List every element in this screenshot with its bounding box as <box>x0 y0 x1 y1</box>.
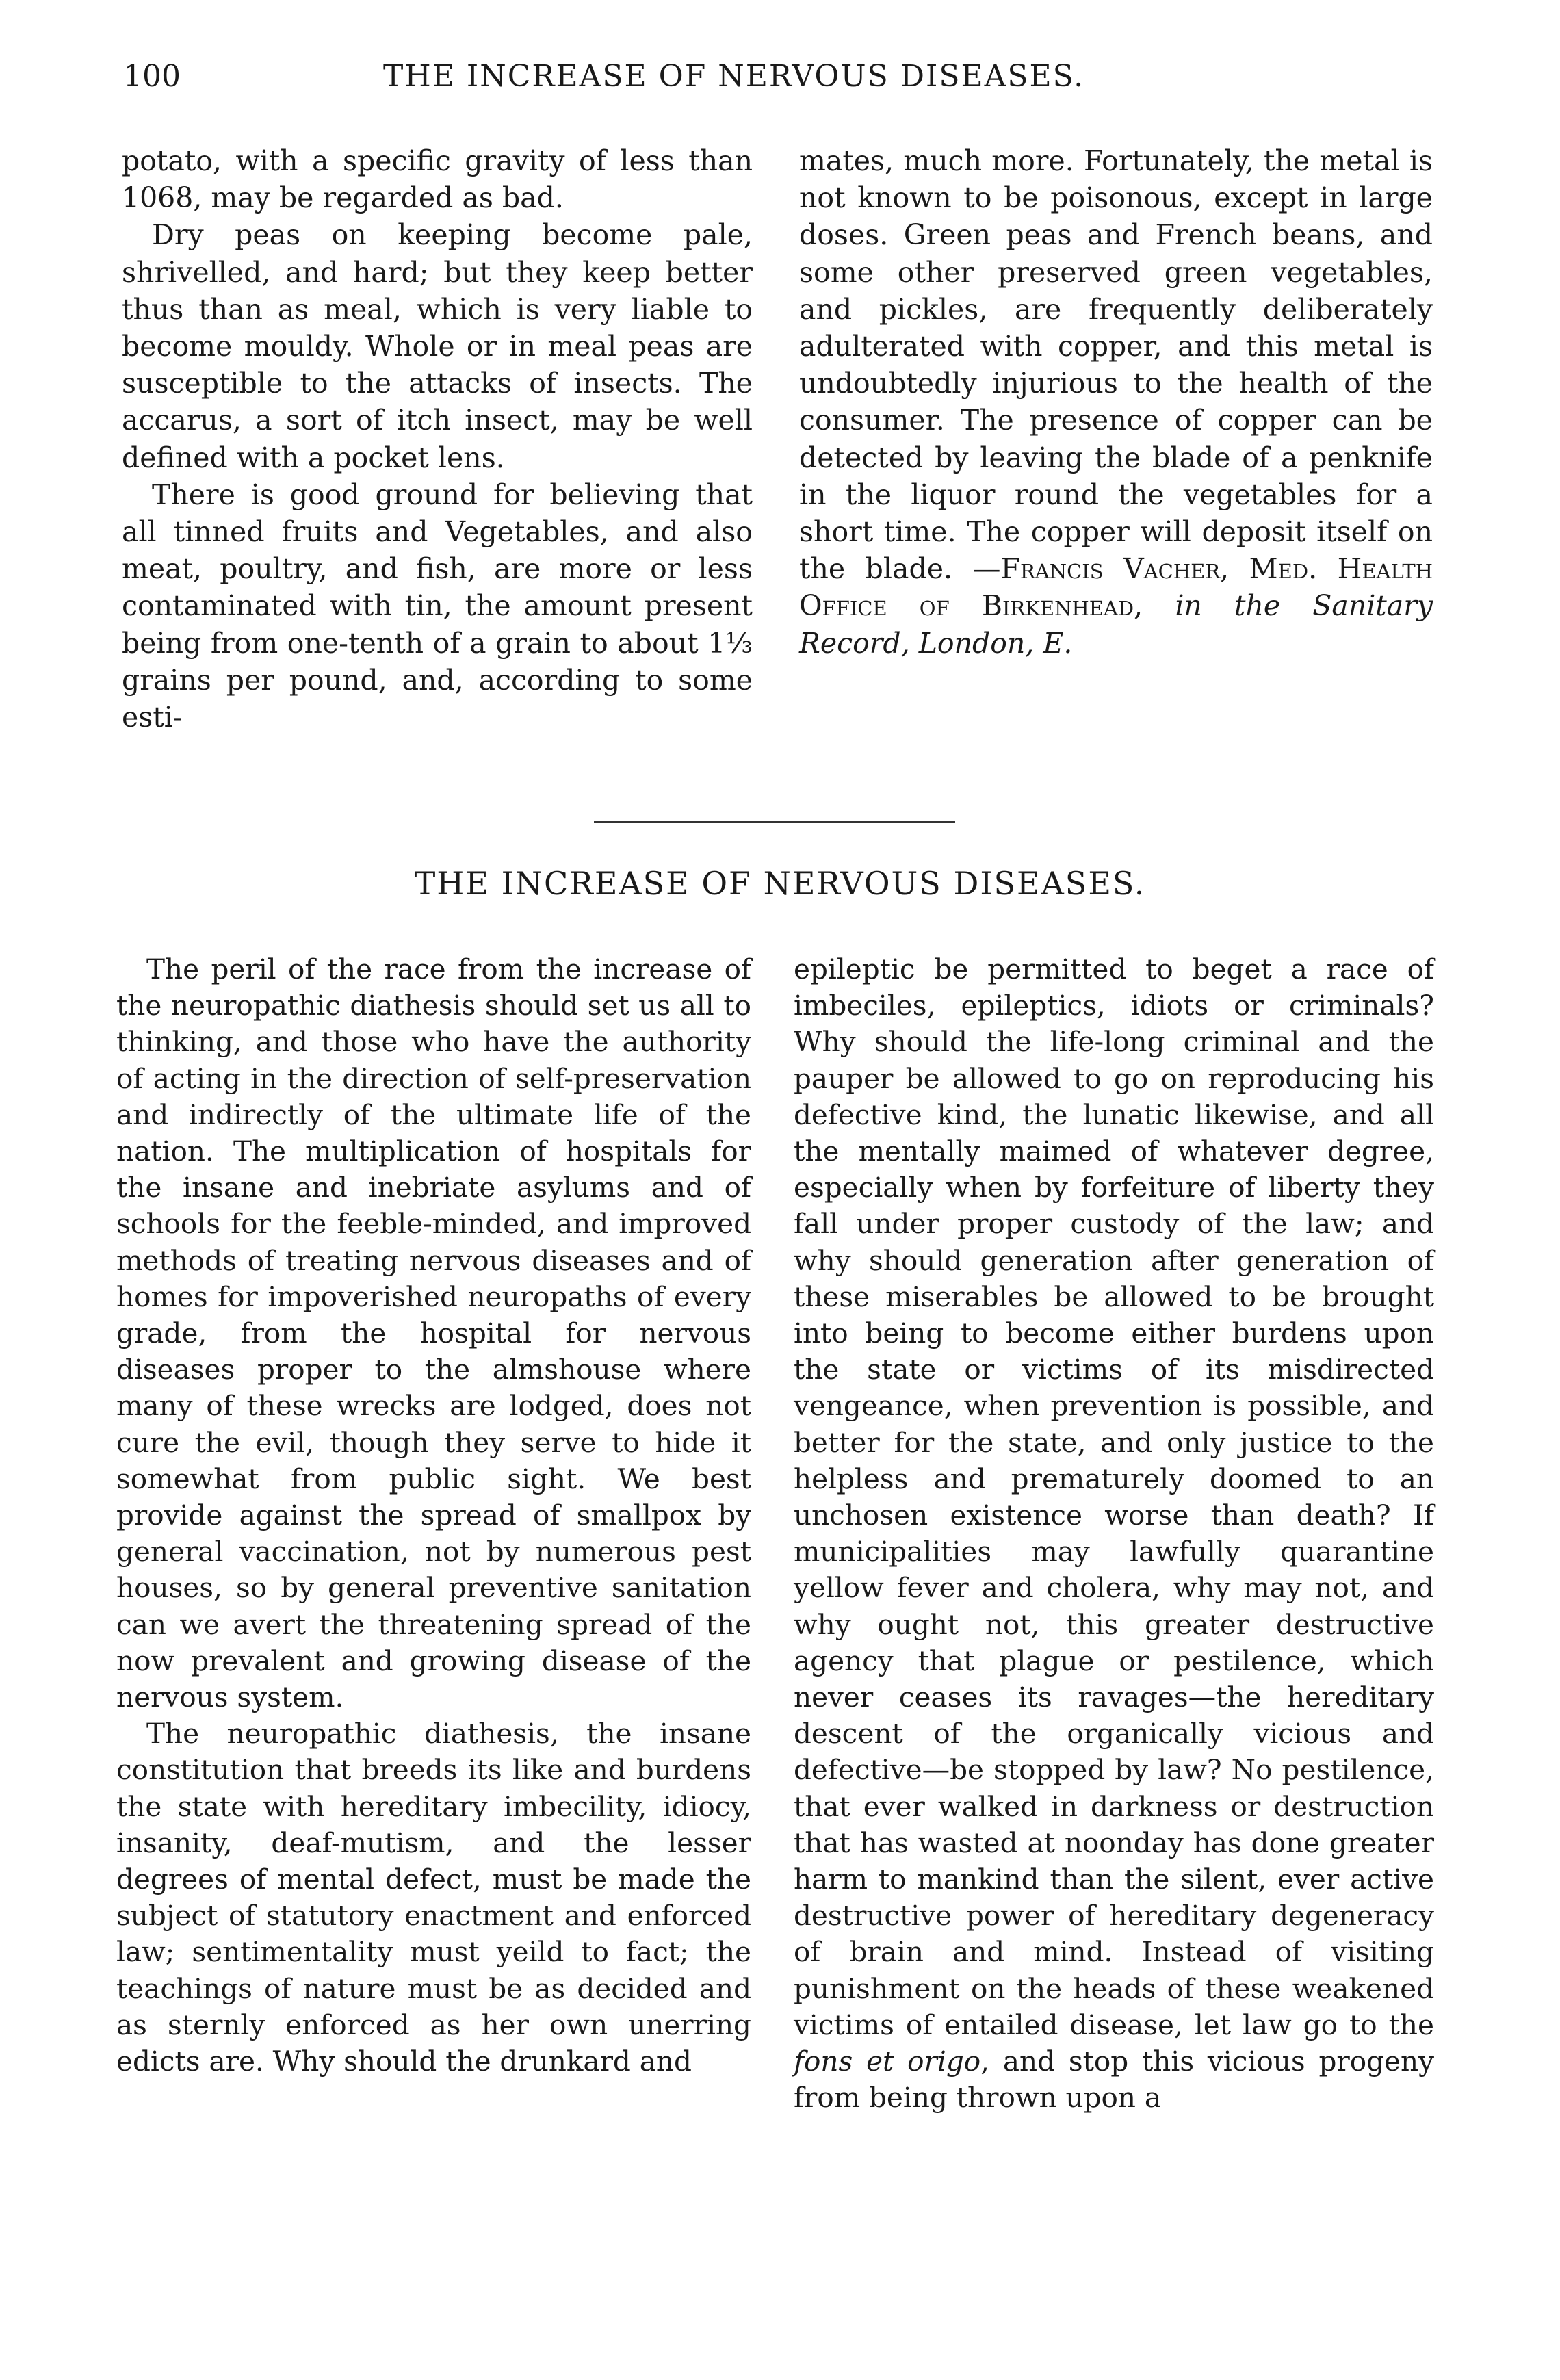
paragraph-text-end: , and stop this vicious progeny from being thrown upon a <box>794 2045 1434 2114</box>
paragraph <box>799 142 1433 662</box>
article-right-column <box>794 951 1434 2117</box>
article-left-column <box>116 951 751 2080</box>
article-title: THE INCREASE OF NERVOUS DISEASES. <box>414 865 1146 902</box>
paragraph-text: mates, much more. Fortunately, the metal is not known to be poisonous, except in large doses. Green peas and French beans, and some other preserved green vegetables, and pickles, are frequently deliberately adulterated with copper, and this metal is undoubtedly injurious to the health of the consumer. The presence of copper can be detected by leaving the blade of a penknife in the liquor round the vegetables for a short time. The copper will deposit itself on the blade. — <box>799 144 1433 586</box>
source-citation: in the Sanitary Record, London, E. <box>799 589 1433 660</box>
latin-phrase: fons et origo <box>794 2045 981 2078</box>
paragraph <box>794 951 1434 2117</box>
author-signature: Francis Vacher, Med. Health Office of Birkenhead, <box>799 552 1433 623</box>
paragraph: Dry peas on keeping become pale, shrivelled, and hard; but they keep better thus than as meal, which is very liable to become mouldy. Whole or in meal peas are susceptible to the attacks of insects. The accarus, a sort of itch insect, may be well defined with a pocket lens. <box>122 218 753 474</box>
running-title: THE INCREASE OF NERVOUS DISEASES. <box>383 59 1085 94</box>
paragraph-text: epileptic be permitted to beget a race of imbeciles, epileptics, idiots or criminals? Why should the life-long criminal and the pauper be allowed to go on reproducing his defective kind, the lunatic likewise, and all the mentally maimed of whatever degree, especially when by forfeiture of liberty they fall under proper custody of the law; and why should generation after generation of these miserables be allowed to be brought into being to become either burdens upon the state or victims of its misdirected vengeance, when prevention is possible, and better for the state, and only justice to the helpless and prematurely doomed to an unchosen existence worse than death? If municipalities may lawfully quarantine yellow fever and cholera, why may not, and why ought not, this greater destructive agency that plague or pestilence, which never ceases its ravages—the hereditary descent of the organically vicious and defective—be stopped by law? No pestilence, that ever walked in darkness or destruction that has wasted at noonday has done greater harm to mankind than the silent, ever active destructive power of hereditary degeneracy of brain and mind. Instead of visiting punishment on the heads of these weakened victims of entailed disease, let law go to the <box>794 953 1434 2041</box>
paragraph: The peril of the race from the increase of the neuropathic diathesis should set us all to thinking, and those who have the authority of acting in the direction of self-preservation and indirectly of the ultimate life of the nation. The multiplication of hospitals for the insane and inebriate asylums and of schools for the feeble-minded, and improved methods of treating nervous diseases and of homes for impoverished neuropaths of every grade, from the hospital for nervous diseases proper to the almshouse where many of these wrecks are lodged, does not cure the evil, though they serve to hide it somewhat from public sight. We best provide against the spread of smallpox by general vaccination, not by numerous pest houses, so by general preventive sanitation can we avert the threatening spread of the now prevalent and growing disease of the nervous system. <box>116 953 751 1714</box>
previous-article-left-column <box>122 142 753 736</box>
previous-article-right-column <box>799 142 1433 662</box>
paragraph: There is good ground for believing that all tinned fruits and Vegetables, and also meat, poultry, and fish, are more or less contaminated with tin, the amount present being from one-tenth of a grain to about 1⅓ grains per pound, and, according to some esti- <box>122 478 753 734</box>
paragraph: potato, with a specific gravity of less than 1068, may be regarded as bad. <box>122 144 753 215</box>
page-number: 100 <box>123 59 181 94</box>
section-divider <box>594 821 955 823</box>
paragraph: The neuropathic diathesis, the insane constitution that breeds its like and burdens the state with hereditary imbecility, idiocy, insanity, deaf-mutism, and the lesser degrees of mental defect, must be made the subject of statutory enactment and enforced law; sentimentality must yeild to fact; the teachings of nature must be as decided and as sternly enforced as her own unerring edicts are. Why should the drunkard and <box>116 1717 751 2078</box>
